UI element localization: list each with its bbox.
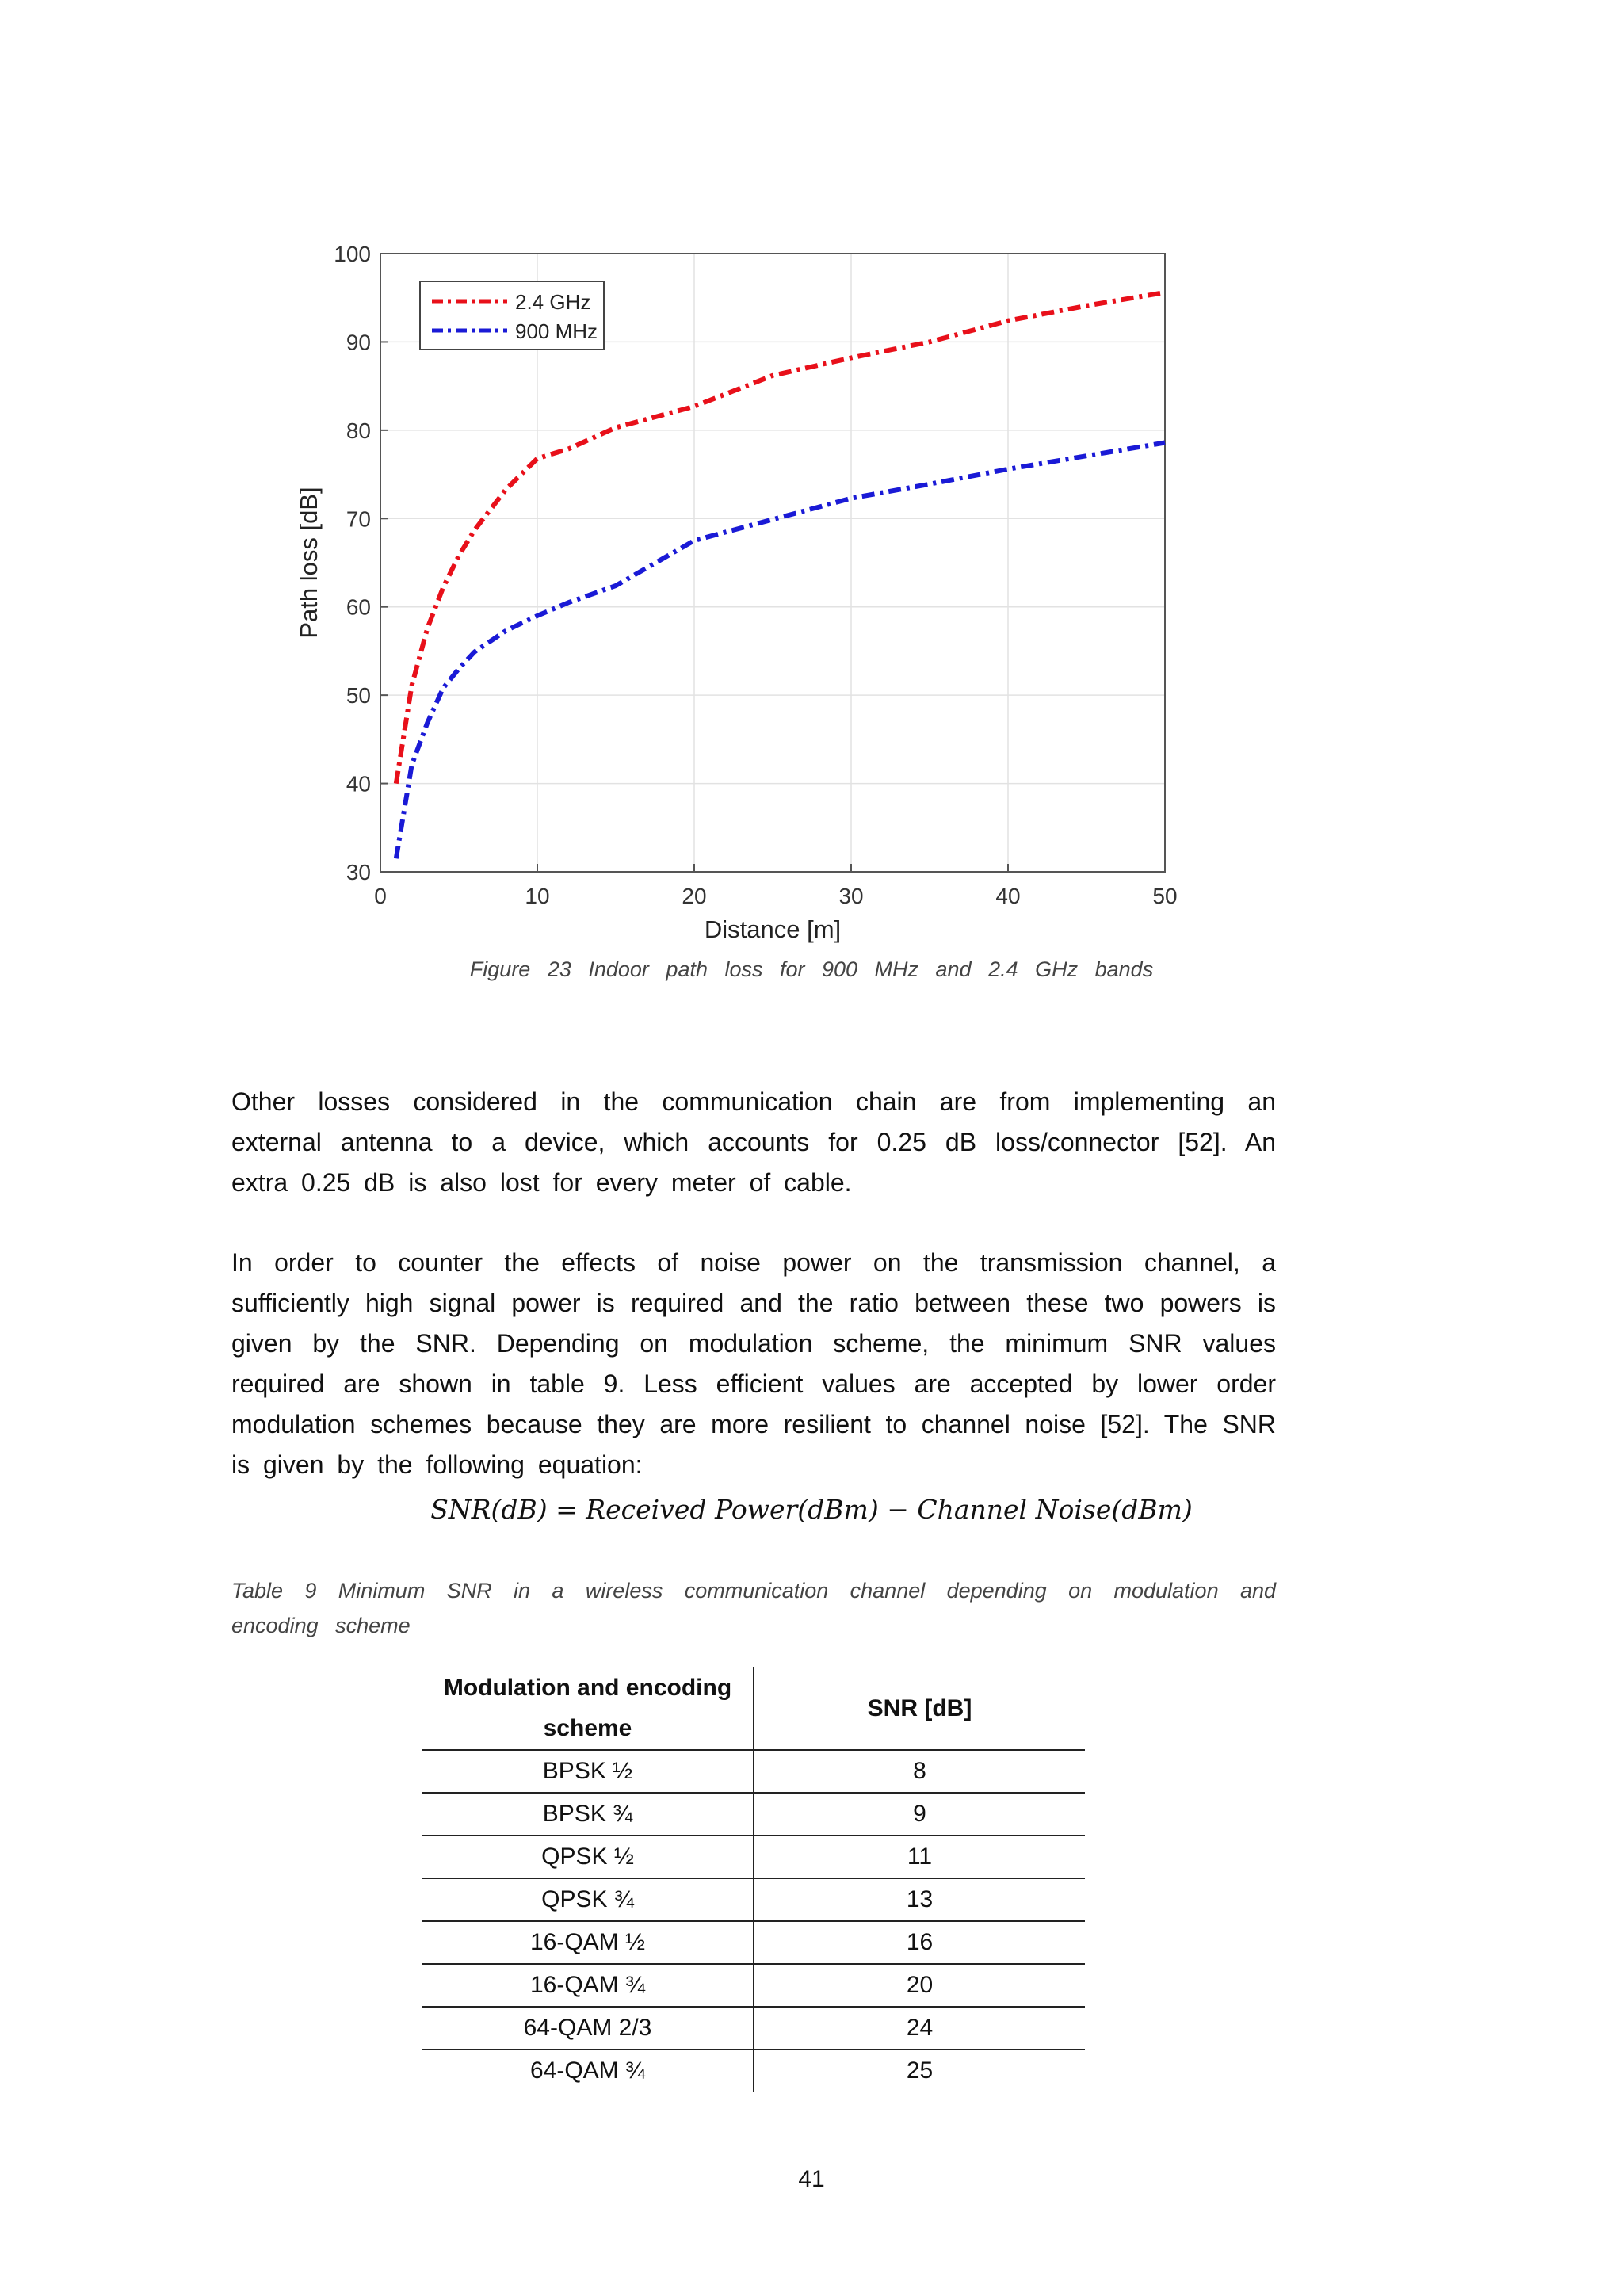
chart-legend [420,281,604,350]
modulation-cell: BPSK ¾ [422,1793,754,1836]
modulation-cell: 64-QAM 2/3 [422,2007,754,2050]
y-tick-label: 100 [334,242,371,266]
table-row [422,1921,1085,1964]
figure-caption: Figure 23 Indoor path loss for 900 MHz and 2.4 GHz bands [469,957,1154,981]
table-row [422,1964,1085,2007]
y-tick-label: 40 [346,771,371,797]
legend-label-900mhz: 900 MHz [515,319,598,343]
x-tick-label: 40 [995,884,1021,908]
page-number: 41 [798,2166,825,2192]
x-tick-label: 0 [374,884,387,908]
snr-cell: 25 [906,2057,934,2084]
y-axis-label: Path loss [dB] [295,487,323,639]
table-row [422,2007,1085,2050]
snr-cell: 20 [754,1964,1085,2007]
y-tick-label: 30 [346,860,371,884]
x-tick-label: 20 [682,884,707,908]
table-row [422,1750,1085,1793]
series-line-1 [396,443,1165,859]
legend-label-2-4ghz: 2.4 GHz [515,290,591,314]
header-snr: SNR [dB] [754,1667,1085,1750]
table-row [422,2050,1085,2092]
modulation-cell: 16-QAM ¾ [422,1964,754,2007]
series-line-0 [396,292,1165,784]
x-axis-label: Distance [m] [704,915,842,943]
chart-series [396,292,1165,858]
snr-cell: 11 [754,1836,1085,1878]
modulation-cell: QPSK ½ [422,1836,754,1878]
snr-cell: 24 [754,2007,1085,2050]
snr-cell: 9 [754,1793,1085,1836]
x-tick-label: 50 [1152,884,1178,908]
snr-table [422,1667,1085,2092]
snr-equation: SNR(dB) = Received Power(dBm) − Channel Noise(dBm) [430,1494,1193,1525]
y-tick-label: 80 [346,418,371,443]
table-row [422,1836,1085,1878]
snr-cell: 13 [754,1878,1085,1921]
snr-cell: 16 [754,1921,1085,1964]
modulation-cell: 64-QAM ¾ [422,2050,754,2092]
x-tick-label: 30 [838,884,864,908]
snr-cell: 8 [754,1750,1085,1793]
modulation-cell: QPSK ¾ [422,1878,754,1921]
y-tick-label: 70 [346,506,371,532]
modulation-cell: BPSK ½ [422,1750,754,1793]
table-caption: Table 9 Minimum SNR in a wireless communication channel depending on modulation and encoding scheme [231,1579,1276,1637]
y-tick-label: 60 [346,594,371,620]
header-modulation: Modulation and encoding scheme [422,1667,754,1750]
table-row [422,1793,1085,1836]
y-tick-label: 50 [346,683,371,709]
paragraph-snr: In order to counter the effects of noise power on the transmission channel, a sufficiently high signal power is required and the ratio between these two powers is given by the SNR. Depending on modulation scheme, the minimum SNR values required are shown in table 9. Less efficient values are accepted by lower order modulation schemes because they are more resilient to channel noise [52]. The SNR is given by the following equation: [231,1248,1276,1479]
path-loss-chart [277,234,1228,963]
y-tick-label: 90 [346,330,371,355]
x-tick-label: 10 [525,884,550,908]
table-header-row [422,1667,1085,1750]
paragraph-other-losses: Other losses considered in the communication chain are from implementing an external antenna to a device, which accounts for 0.25 dB loss/connector [52]. An extra 0.25 dB is also lost for every meter of cable. [231,1087,1276,1197]
modulation-cell: 16-QAM ½ [422,1921,754,1964]
table-row [422,1878,1085,1921]
